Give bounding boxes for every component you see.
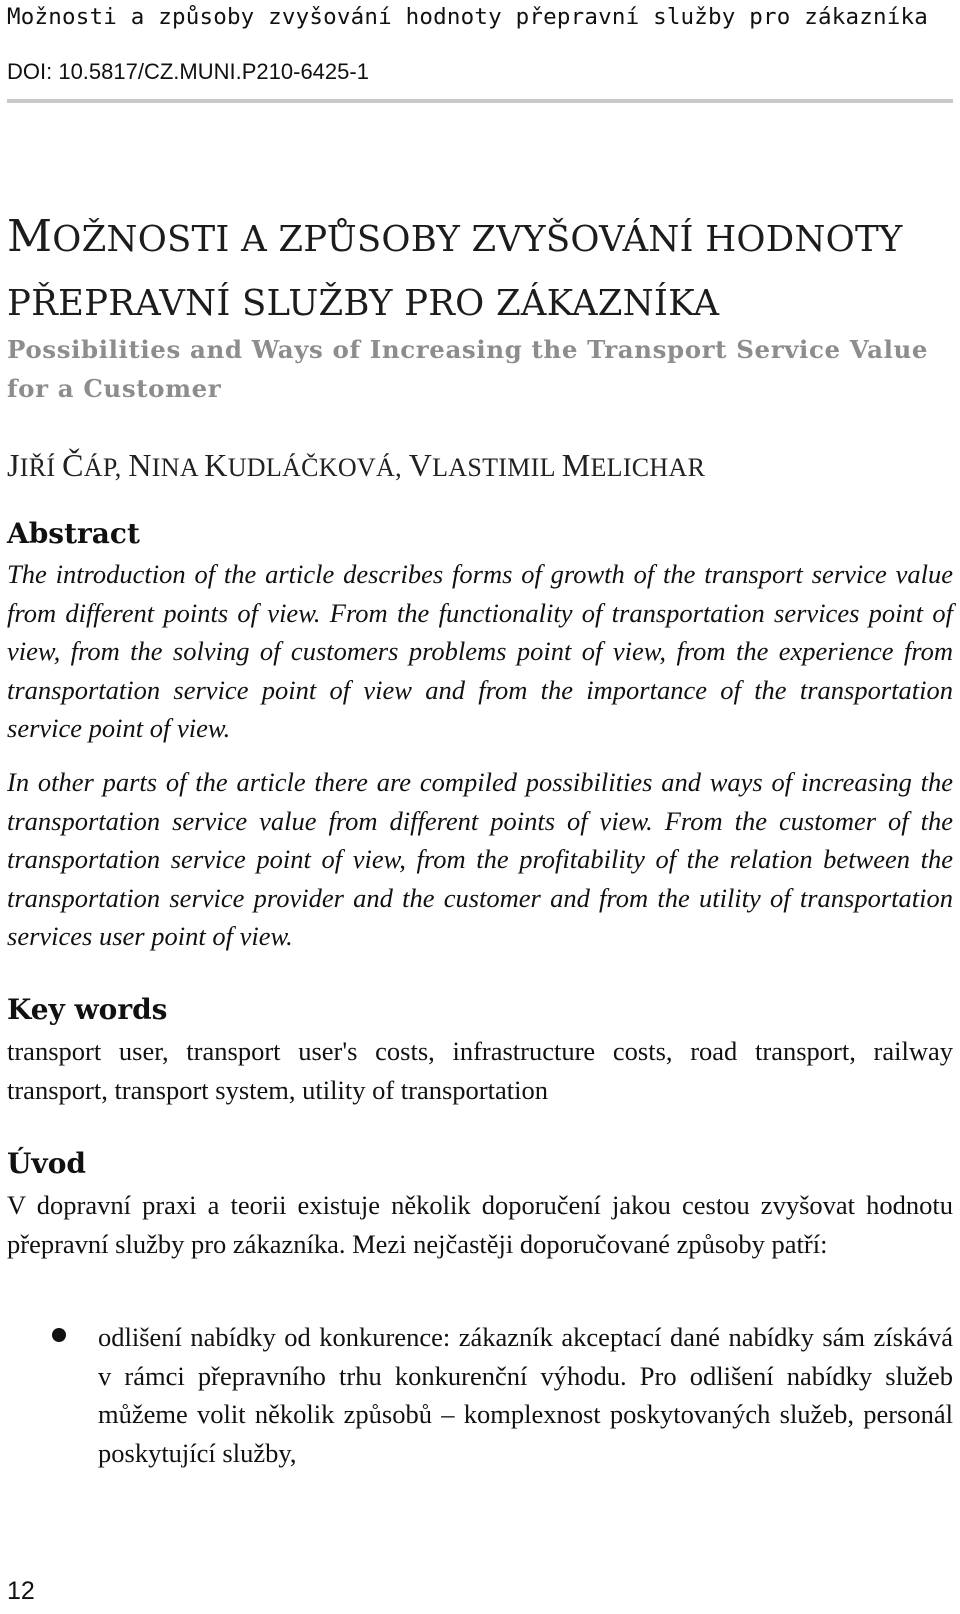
title-line2: PŘEPRAVNÍ SLUŽBY PRO ZÁKAZNÍKA <box>7 283 720 324</box>
keywords-heading: Key words <box>7 993 168 1026</box>
keywords-text: transport user, transport user's costs, infrastructure costs, road transport, railway transport, transport system, utility of transportation <box>7 1036 953 1105</box>
intro-text: V dopravní praxi a teorii existuje několik doporučení jakou cestou zvyšovat hodnotu přepravní služby pro zákazníka. Mezi nejčastěji doporučované způsoby patří: <box>7 1190 953 1259</box>
header-rule <box>7 99 953 103</box>
abstract-paragraph-2: In other parts of the article there are compiled possibilities and ways of increasing the transportation service value from different points of view. From the customer of the transportation service point of view, from the profitability of the relation between the transportation service provider and the customer and from the utility of transportation services user point of view. <box>7 767 953 952</box>
list-item: odlišení nabídky od konkurence: zákazník akceptací dané nabídky sám získává v rámci přepravního trhu konkurenční výhodu. Pro odlišení nabídky služeb můžeme volit několik způsobů – komplexnost poskytovaných služeb, personál poskytující služby, <box>98 1322 953 1468</box>
title-line1-rest: OŽNOSTI A ZPŮSOBY ZVYŠOVÁNÍ HODNOTY <box>52 219 903 260</box>
bullet-icon <box>52 1328 66 1342</box>
title-first-letter: M <box>7 211 53 262</box>
abstract-heading: Abstract <box>7 517 140 550</box>
author-3: VLASTIMIL MELICHAR <box>408 447 706 483</box>
article-title-czech <box>7 205 953 336</box>
abstract-paragraph-1: The introduction of the article describes forms of growth of the transport service value from different points of view. From the functionality of transportation services point of view, from the solving of customers problems point of view, from the experience from transportation service point of view and from the importance of the transportation service point of view. <box>7 559 953 744</box>
authors: JIŘÍ ČÁP, NINA KUDLÁČKOVÁ, VLASTIMIL MELICHAR <box>7 447 706 483</box>
intro-heading: Úvod <box>7 1147 86 1180</box>
article-title-english: Possibilities and Ways of Increasing the Transport Service Value for a Customer <box>7 335 929 403</box>
page-number: 12 <box>7 1577 35 1605</box>
author-2: NINA KUDLÁČKOVÁ <box>128 447 396 483</box>
author-1: JIŘÍ ČÁP <box>7 447 115 483</box>
running-title: Možnosti a způsoby zvyšování hodnoty přepravní služby pro zákazníka <box>7 4 928 30</box>
doi: DOI: 10.5817/CZ.MUNI.P210-6425-1 <box>7 59 369 84</box>
